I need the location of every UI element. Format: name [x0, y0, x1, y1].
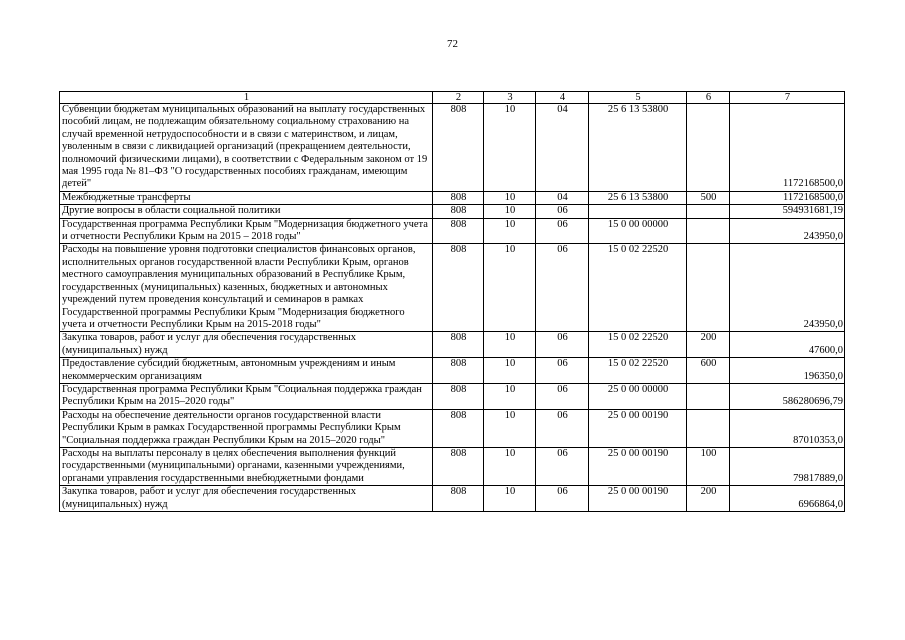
row-name-cell: Расходы на обеспечение деятельности органов государственной власти Республики Крым в рамках Государственной программы Республики Крым "Социальная поддержка граждан Республики Крым на 2015–2020 годы" — [60, 409, 433, 447]
table-row — [60, 447, 845, 485]
row-section-cell: 10 — [484, 332, 536, 358]
row-target-item-cell: 15 0 02 22520 — [589, 358, 687, 384]
row-amount-cell: 594931681,19 — [730, 205, 845, 218]
row-admin-code-cell: 808 — [433, 244, 484, 332]
row-section-cell: 10 — [484, 409, 536, 447]
row-subsection-cell: 06 — [536, 447, 589, 485]
row-name-cell: Предоставление субсидий бюджетным, автономным учреждениям и иным некоммерческим организациям — [60, 358, 433, 384]
row-name-cell: Государственная программа Республики Крым "Социальная поддержка граждан Республики Крым на 2015–2020 годы" — [60, 383, 433, 409]
row-expense-type-cell: 100 — [687, 447, 730, 485]
row-expense-type-cell: 500 — [687, 191, 730, 204]
header-cell-6: 6 — [687, 92, 730, 104]
row-admin-code-cell: 808 — [433, 104, 484, 192]
row-admin-code-cell: 808 — [433, 205, 484, 218]
header-cell-3: 3 — [484, 92, 536, 104]
row-target-item-cell: 25 0 00 00190 — [589, 447, 687, 485]
row-name-cell: Закупка товаров, работ и услуг для обеспечения государственных (муниципальных) нужд — [60, 332, 433, 358]
row-section-cell: 10 — [484, 218, 536, 244]
row-section-cell: 10 — [484, 447, 536, 485]
row-admin-code-cell: 808 — [433, 218, 484, 244]
page-number: 72 — [447, 38, 458, 50]
row-amount-cell: 243950,0 — [730, 218, 845, 244]
header-cell-2: 2 — [433, 92, 484, 104]
row-amount-cell: 243950,0 — [730, 244, 845, 332]
header-cell-1: 1 — [60, 92, 433, 104]
row-subsection-cell: 06 — [536, 218, 589, 244]
row-target-item-cell: 25 6 13 53800 — [589, 104, 687, 192]
row-target-item-cell: 25 6 13 53800 — [589, 191, 687, 204]
row-subsection-cell: 06 — [536, 383, 589, 409]
table-row — [60, 486, 845, 512]
row-name-cell: Расходы на повышение уровня подготовки специалистов финансовых органов, исполнительных органов государственной власти Республики Крым, органов местного самоуправления муниципальных образований в Республике Крым, государственных (муниципальных) казенных, бюджетных и автономных учреждений путем проведения консультаций и семинаров в рамках Государственной программы Республики Крым "Модернизация бюджетного учета и отчетности Республики Крым на 2015-2018 годы" — [60, 244, 433, 332]
row-name-cell: Расходы на выплаты персоналу в целях обеспечения выполнения функций государственными (муниципальными) органами, казенными учреждениями, органами управления государственными внебюджетными фондами — [60, 447, 433, 485]
row-admin-code-cell: 808 — [433, 447, 484, 485]
row-expense-type-cell: 200 — [687, 332, 730, 358]
row-target-item-cell: 15 0 00 00000 — [589, 218, 687, 244]
row-name-cell: Государственная программа Республики Крым "Модернизация бюджетного учета и отчетности Республики Крым на 2015 – 2018 годы" — [60, 218, 433, 244]
row-subsection-cell: 06 — [536, 205, 589, 218]
row-target-item-cell: 15 0 02 22520 — [589, 244, 687, 332]
row-admin-code-cell: 808 — [433, 383, 484, 409]
row-target-item-cell: 15 0 02 22520 — [589, 332, 687, 358]
row-expense-type-cell — [687, 104, 730, 192]
row-name-cell: Субвенции бюджетам муниципальных образований на выплату государственных пособий лицам, не подлежащим обязательному социальному страхованию на случай временной нетрудоспособности и в связи с материнством, и лицам, уволенным в связи с ликвидацией организаций (прекращением деятельности, полномочий физическими лицами), в соответствии с Федеральным законом от 19 мая 1995 года № 81–ФЗ "О государственных пособиях гражданам, имеющим детей" — [60, 104, 433, 192]
row-expense-type-cell — [687, 409, 730, 447]
row-expense-type-cell: 600 — [687, 358, 730, 384]
table-row — [60, 332, 845, 358]
row-section-cell: 10 — [484, 104, 536, 192]
row-name-cell: Межбюджетные трансферты — [60, 191, 433, 204]
row-expense-type-cell — [687, 383, 730, 409]
row-amount-cell: 79817889,0 — [730, 447, 845, 485]
row-section-cell: 10 — [484, 244, 536, 332]
table-row — [60, 218, 845, 244]
row-admin-code-cell: 808 — [433, 191, 484, 204]
row-amount-cell: 47600,0 — [730, 332, 845, 358]
row-expense-type-cell — [687, 218, 730, 244]
row-amount-cell: 6966864,0 — [730, 486, 845, 512]
header-cell-5: 5 — [589, 92, 687, 104]
row-subsection-cell: 06 — [536, 332, 589, 358]
row-amount-cell: 196350,0 — [730, 358, 845, 384]
row-amount-cell: 1172168500,0 — [730, 191, 845, 204]
table-row — [60, 191, 845, 204]
row-admin-code-cell: 808 — [433, 358, 484, 384]
row-subsection-cell: 06 — [536, 409, 589, 447]
row-section-cell: 10 — [484, 191, 536, 204]
row-subsection-cell: 06 — [536, 244, 589, 332]
header-cell-4: 4 — [536, 92, 589, 104]
row-amount-cell: 586280696,79 — [730, 383, 845, 409]
table-row — [60, 383, 845, 409]
row-target-item-cell: 25 0 00 00190 — [589, 486, 687, 512]
row-target-item-cell: 25 0 00 00000 — [589, 383, 687, 409]
row-section-cell: 10 — [484, 383, 536, 409]
row-target-item-cell: 25 0 00 00190 — [589, 409, 687, 447]
header-cell-7: 7 — [730, 92, 845, 104]
row-subsection-cell: 04 — [536, 104, 589, 192]
row-target-item-cell — [589, 205, 687, 218]
row-name-cell: Другие вопросы в области социальной политики — [60, 205, 433, 218]
table-row — [60, 358, 845, 384]
table-row — [60, 409, 845, 447]
table-row — [60, 244, 845, 332]
row-subsection-cell: 04 — [536, 191, 589, 204]
row-subsection-cell: 06 — [536, 358, 589, 384]
header-row — [60, 92, 845, 104]
row-amount-cell: 87010353,0 — [730, 409, 845, 447]
row-admin-code-cell: 808 — [433, 486, 484, 512]
row-subsection-cell: 06 — [536, 486, 589, 512]
table-row — [60, 104, 845, 192]
table-row — [60, 205, 845, 218]
row-section-cell: 10 — [484, 358, 536, 384]
row-admin-code-cell: 808 — [433, 332, 484, 358]
row-amount-cell: 1172168500,0 — [730, 104, 845, 192]
row-expense-type-cell — [687, 205, 730, 218]
budget-table — [59, 91, 845, 512]
row-admin-code-cell: 808 — [433, 409, 484, 447]
row-section-cell: 10 — [484, 486, 536, 512]
row-expense-type-cell: 200 — [687, 486, 730, 512]
row-name-cell: Закупка товаров, работ и услуг для обеспечения государственных (муниципальных) нужд — [60, 486, 433, 512]
row-section-cell: 10 — [484, 205, 536, 218]
row-expense-type-cell — [687, 244, 730, 332]
